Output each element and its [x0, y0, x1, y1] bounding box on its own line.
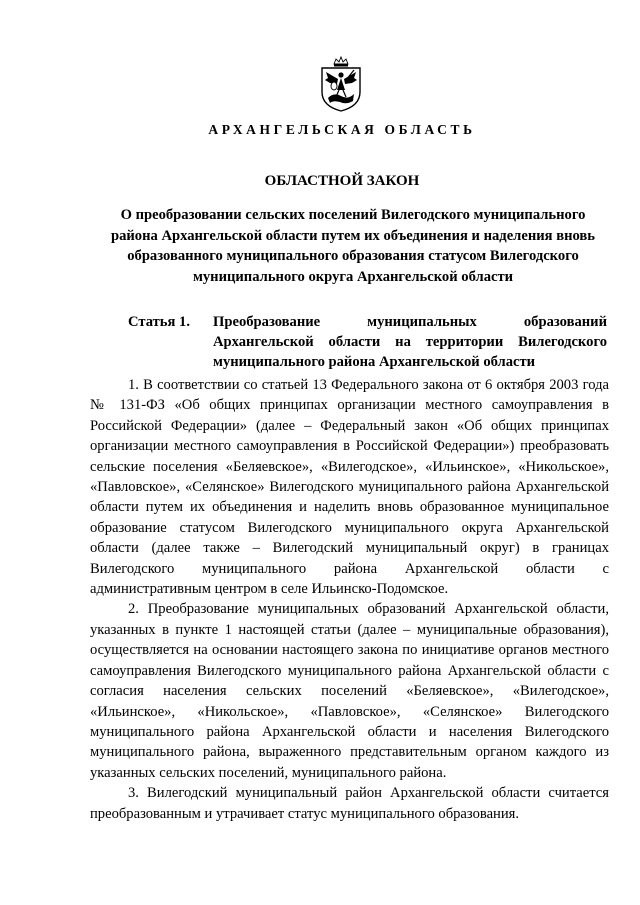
paragraph-2: 2. Преобразование муниципальных образований Архангельской области, указанных в пункте 1 настоящей статьи (далее – муниципальные образования), осуществляется на основании настоящего закона по инициативе органов местного самоуправления Вилегодского муниципального района Архангельской области с согласия населения сельских поселений «Беляевское», «Вилегодское», «Ильинское», «Никольское», «Павловское», «Селянское» Вилегодского муниципального района Архангельской области и населения Вилегодского муниципального района, выраженного представительным органом каждого из указанных сельских поселений, муниципального района. [90, 601, 609, 781]
paragraph-1: 1. В соответствии со статьей 13 Федерального закона от 6 октября 2003 года № 131-ФЗ «Об общих принципах организации местного самоуправления в Российской Федерации» (далее – Федеральный закон «Об общих принципах организации местного самоуправления в Российской Федерации») преобразовать сельские поселения «Беляевское», «Вилегодское», «Ильинское», «Никольское», «Павловское», «Селянское» Вилегодского муниципального района Архангельской области путем их объединения и наделить вновь образованное муниципальное образование статусом Вилегодского муниципального округа Архангельской области (далее также – Вилегодский муниципальный округ) в границах Вилегодского муниципального района Архангельской области с административным центром в селе Ильинско-Подомское. [90, 377, 609, 598]
region-name: АРХАНГЕЛЬСКАЯ ОБЛАСТЬ [208, 122, 476, 137]
document-type-heading: ОБЛАСТНОЙ ЗАКОН [264, 173, 420, 189]
article-title: Преобразование муниципальных образований Архангельской области на территории Вилегодского муниципального района Архангельской области [213, 314, 607, 370]
article-body [90, 375, 609, 824]
article-number: Статья 1. [128, 314, 190, 330]
paragraph-3: 3. Вилегодский муниципальный район Архангельской области считается преобразованным и утрачивает статус муниципального образования. [90, 785, 609, 822]
law-title: О преобразовании сельских поселений Вилегодского муниципального района Архангельской области путем их объединения и наделения вновь образованного муниципального образования статусом Вилегодского муниципального округа Архангельской области [110, 207, 596, 285]
arkhangelsk-coat-of-arms-icon [316, 56, 366, 112]
